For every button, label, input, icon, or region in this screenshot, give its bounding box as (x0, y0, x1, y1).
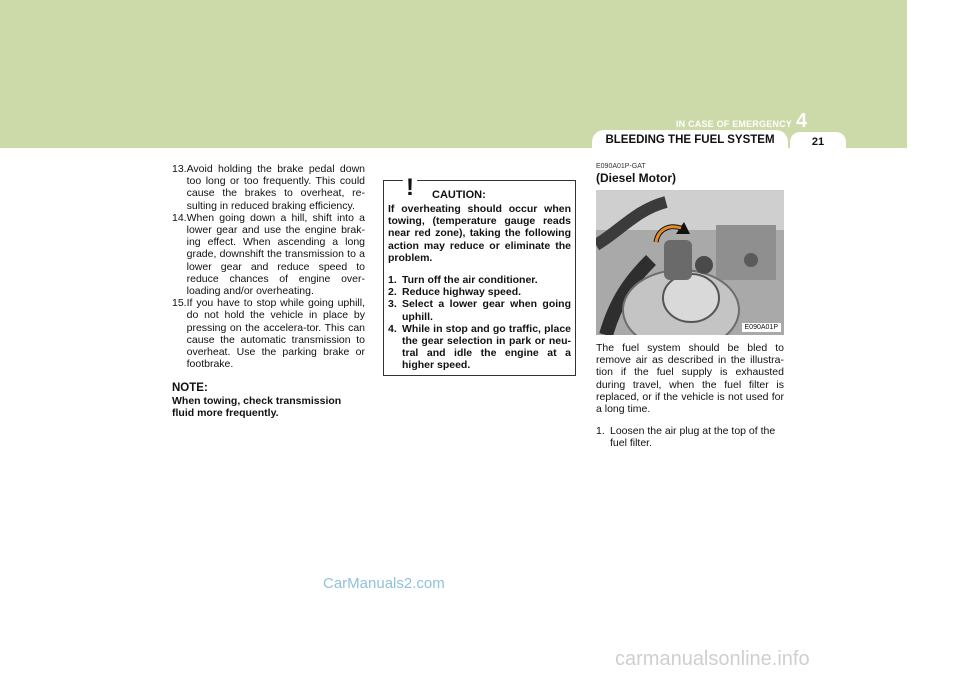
page-margin (907, 0, 960, 678)
list-item-text: When going down a hill, shift into a lower gear and use the engine brak-ing effect. When ascending a long grade, downshift the transmission to a lower gear and reduce speed to reduce chances of engine over-loading and/or overheating. (186, 211, 365, 298)
caution-item-number: 1. (388, 274, 397, 287)
body-text: The fuel system should be bled to remove air as described in the illustra-tion if the fuel supply is exhausted during travel, when the fuel filter is replaced, or if the vehicle is not used for a long time. (596, 342, 784, 416)
warning-triangle-icon (393, 167, 427, 201)
caution-intro: If overheating should occur when towing, (temperature gauge reads near red zone), taking the following action may reduce or eliminate the problem. (388, 203, 571, 264)
engine-illustration (596, 190, 784, 335)
right-column (596, 163, 784, 450)
watermark-left[interactable]: CarManuals2.com (323, 575, 445, 592)
caution-list (388, 274, 571, 372)
list-item-number: 15. (172, 297, 187, 310)
caution-item (388, 274, 571, 286)
left-column (172, 163, 365, 419)
list-item-number: 14. (172, 211, 187, 224)
caution-item-text: While in stop and go traffic, place the gear selection in park or neu-tral and idle the engine at a higher speed. (402, 322, 571, 372)
caution-item-number: 2. (388, 286, 397, 299)
engine-photo (596, 190, 784, 335)
list-item (172, 163, 365, 212)
caution-item-number: 3. (388, 298, 397, 311)
caution-item (388, 323, 571, 372)
chapter-number: 4 (796, 110, 808, 132)
watermark-right[interactable]: carmanualsonline.info (615, 648, 810, 670)
note-title: NOTE: (172, 382, 208, 395)
list-item (172, 212, 365, 297)
section-title-tab: BLEEDING THE FUEL SYSTEM (592, 130, 788, 148)
list-item-text: Avoid holding the brake pedal down too long or too frequently. This could cause the brakes to overheat, re-sulting in reduced braking efficiency. (186, 163, 365, 212)
page-number-tab: 21 (790, 132, 846, 148)
caution-item-number: 4. (388, 322, 397, 335)
reference-code: E090A01P-GAT (596, 163, 646, 170)
caution-title: CAUTION: (432, 189, 486, 201)
step-number: 1. (596, 425, 605, 438)
list-item (172, 297, 365, 370)
caution-item (388, 286, 571, 298)
caution-item-text: Turn off the air conditioner. (402, 274, 538, 287)
caution-box (383, 174, 576, 376)
warning-symbol: ! (406, 174, 414, 201)
chapter-label: IN CASE OF EMERGENCY (675, 119, 792, 129)
list-item-text: If you have to stop while going uphill, do not hold the vehicle in place by pressing on the accelera-tor. This can cause the automatic transmission to overheat. Use the parking brake or footbrake. (186, 297, 365, 371)
list-item-number: 13. (172, 163, 187, 175)
caution-item-text: Reduce highway speed. (402, 286, 522, 299)
step-text: Loosen the air plug at the top of the fuel filter. (610, 425, 776, 450)
image-label: E090A01P (742, 323, 781, 332)
step-item (596, 425, 784, 449)
caution-item (388, 298, 571, 322)
note-text: When towing, check transmission fluid more frequently. (172, 394, 342, 419)
caution-item-text: Select a lower gear when going uphill. (402, 298, 571, 323)
subheading: (Diesel Motor) (596, 171, 677, 185)
